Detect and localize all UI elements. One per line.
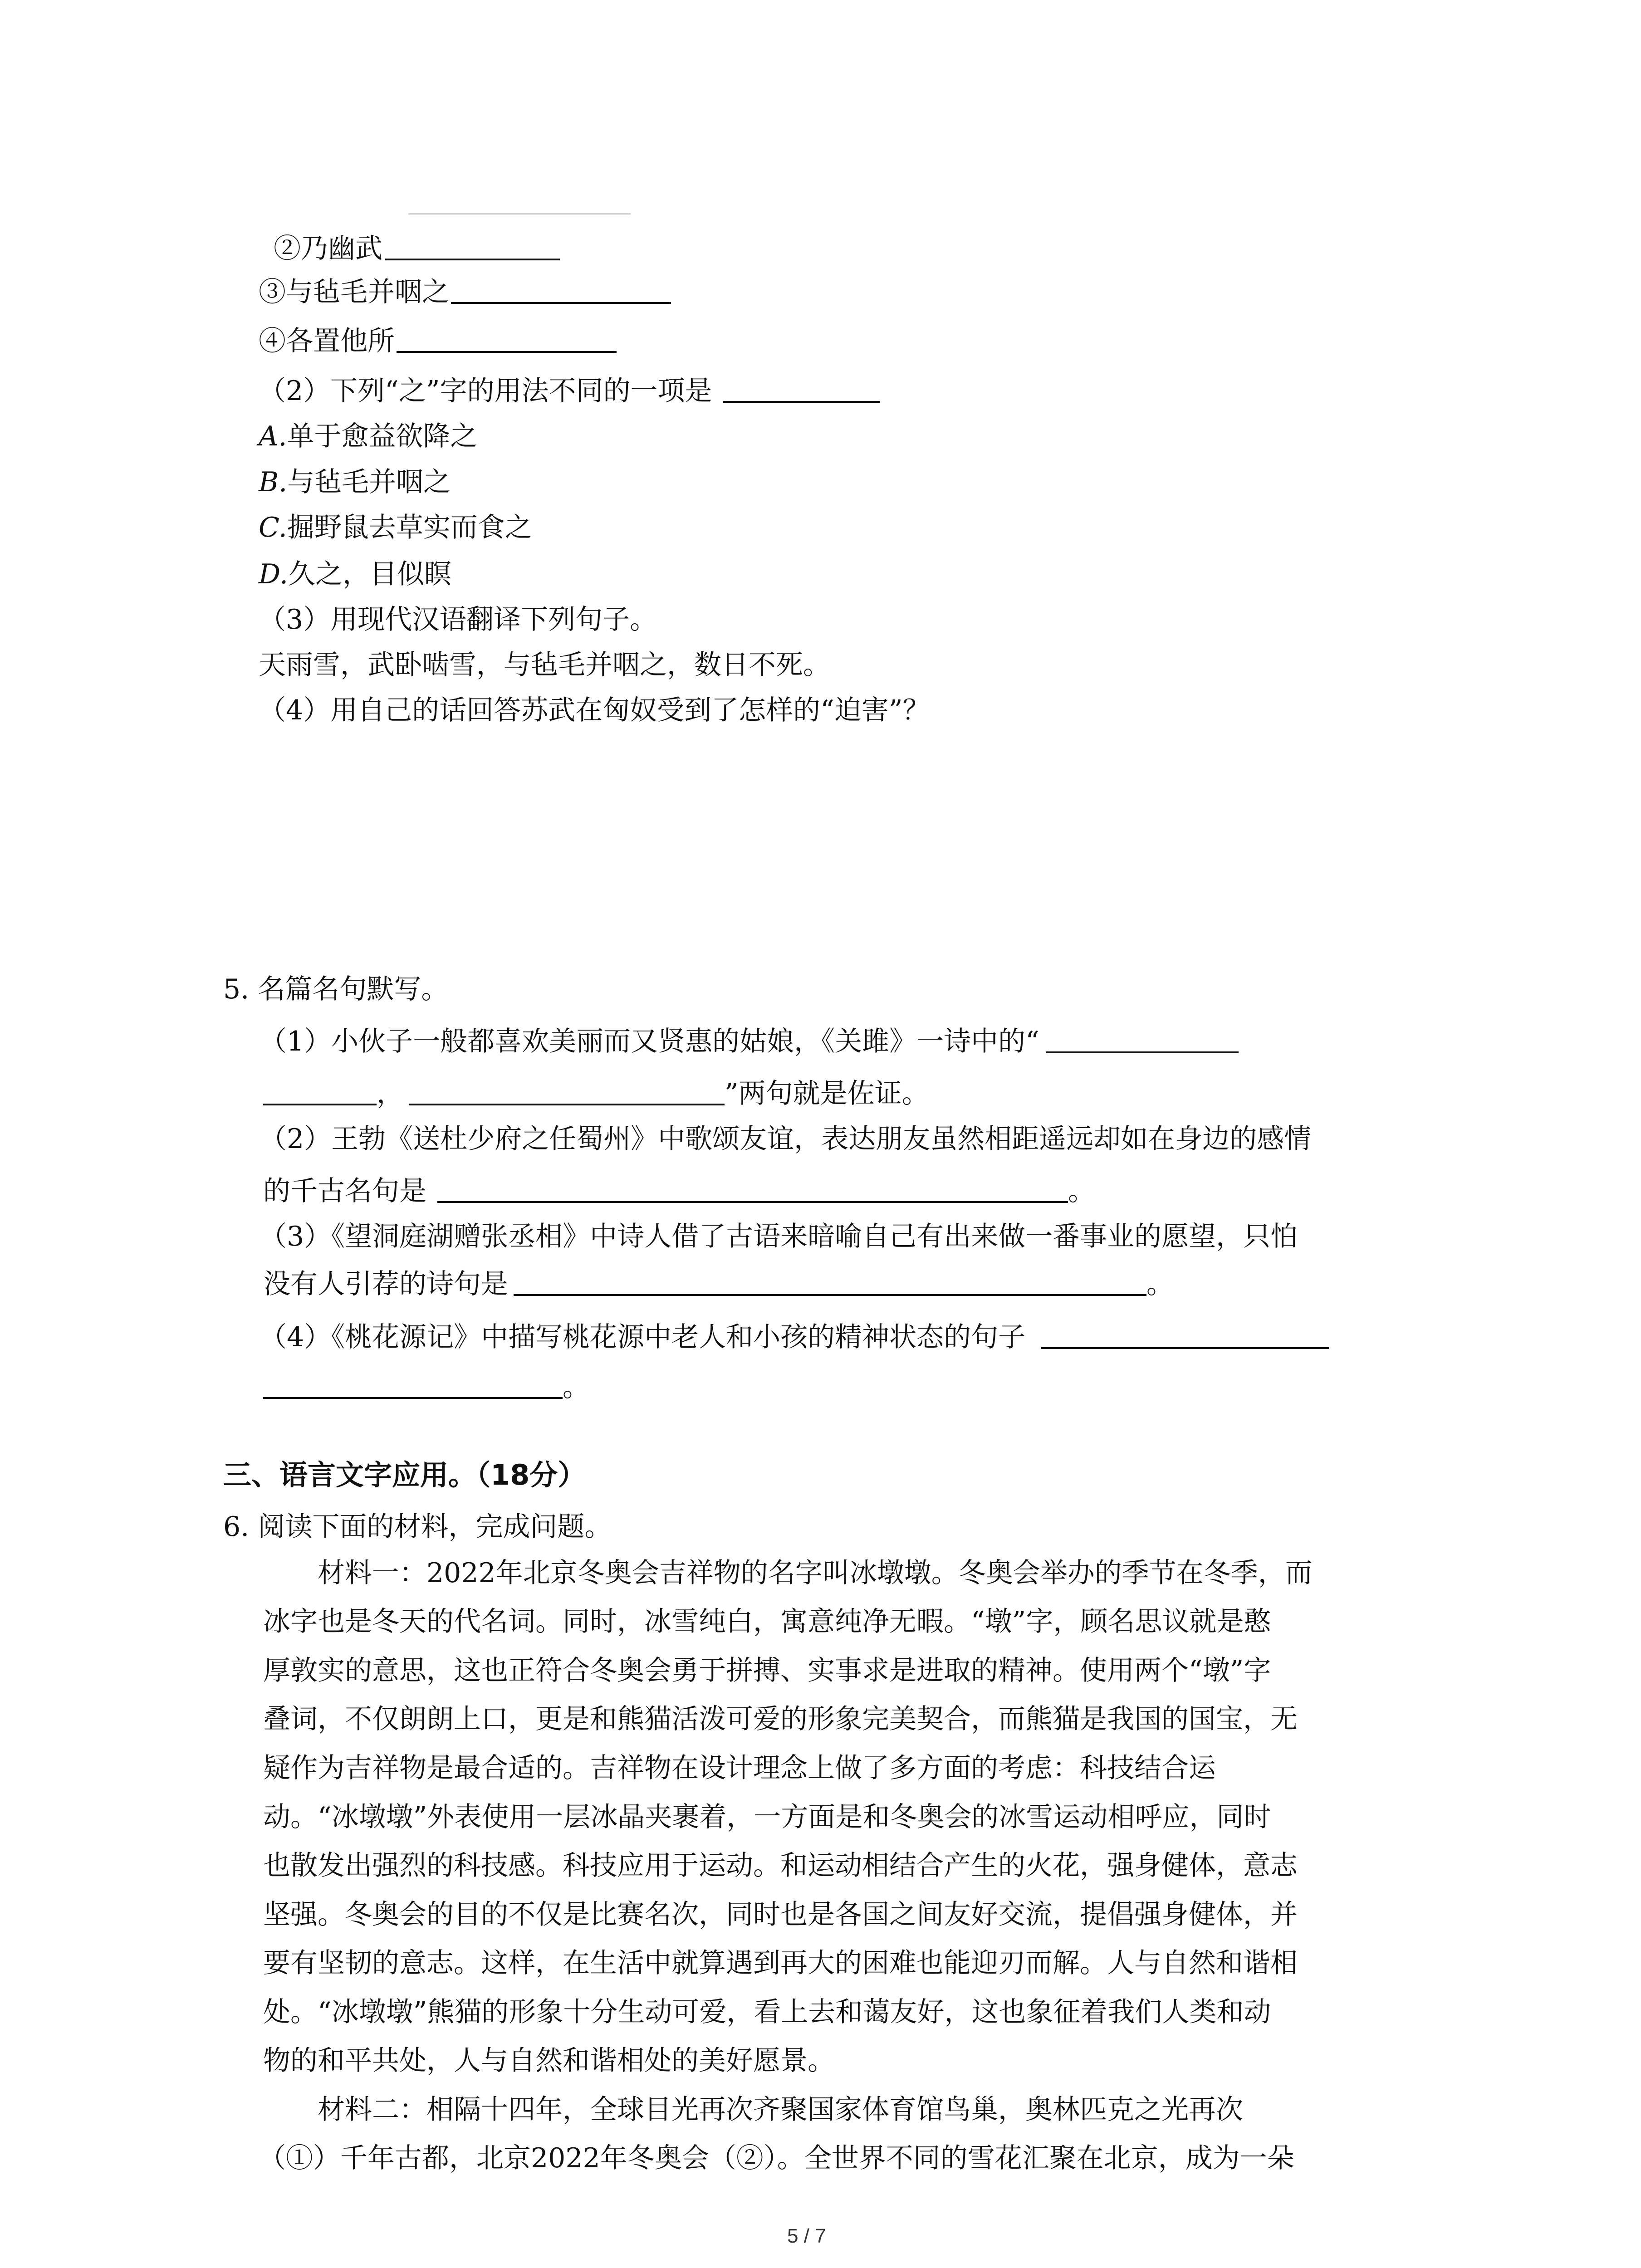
q5-s1-line2 <box>263 1077 929 1110</box>
q5-s2-line2 <box>263 1175 1095 1207</box>
q4-item-3-text: ③与毡毛并咽之 <box>259 276 449 308</box>
option-c-text: 掘野鼠去草实而食之 <box>287 512 532 543</box>
m1-line-7: 也散发出强烈的科技感。科技应用于运动。和运动相结合产生的火花，强身健体，意志 <box>263 1850 1298 1882</box>
q5-s1-tail: ”两句就是佐证。 <box>725 1078 929 1110</box>
option-c <box>259 511 532 544</box>
option-a-text: 单于愈益欲降之 <box>287 420 478 452</box>
m1-line-8: 坚强。冬奥会的目的不仅是比赛名次，同时也是各国之间友好交流，提倡强身健体，并 <box>263 1899 1298 1931</box>
q5-s4-period: 。 <box>563 1371 590 1403</box>
answer-blank <box>723 376 880 403</box>
q5-s4-line2 <box>263 1371 590 1403</box>
m1-line-11: 物的和平共处，人与自然和谐相处的美好愿景。 <box>263 2045 835 2077</box>
answer-blank <box>1046 1026 1239 1053</box>
page-number: 5 / 7 <box>787 2225 826 2247</box>
q4-sub2-prompt <box>259 375 880 407</box>
q4-item-2-text: ②乃幽武 <box>274 233 382 264</box>
m1-line-3: 厚敦实的意思，这也正符合冬奥会勇于拼搏、实事求是进取的精神。使用两个“墩”字 <box>263 1655 1271 1686</box>
m1-line-9: 要有坚韧的意志。这样，在生活中就算遇到再大的困难也能迎刃而解。人与自然和谐相 <box>263 1947 1298 1979</box>
answer-blank <box>1041 1322 1329 1349</box>
answer-blank <box>409 1078 725 1105</box>
q5-s1-line1 <box>260 1025 1239 1058</box>
m1-line-2: 冰字也是冬天的代名词。同时，冰雪纯白，寓意纯净无暇。“墩”字，顾名思议就是憨 <box>263 1606 1271 1637</box>
q4-sub3-sentence: 天雨雪，武卧啮雪，与毡毛并咽之，数日不死。 <box>259 649 830 681</box>
option-c-letter: C. <box>259 512 287 543</box>
option-b-letter: B. <box>259 466 288 498</box>
option-b <box>259 466 451 499</box>
m1-line-5: 疑作为吉祥物是最合适的。吉祥物在设计理念上做了多方面的考虑：科技结合运 <box>263 1752 1216 1784</box>
answer-blank <box>385 233 560 260</box>
answer-blank <box>397 326 617 353</box>
q4-sub2-text: （2）下列“之”字的用法不同的一项是 <box>259 375 712 407</box>
answer-blank <box>263 1372 563 1399</box>
m1-line-4: 叠词，不仅朗朗上口，更是和熊猫活泼可爱的形象完美契合，而熊猫是我国的国宝，无 <box>263 1703 1298 1735</box>
q4-item-2 <box>274 232 560 265</box>
answer-blank <box>451 277 671 304</box>
q5-s3-period: 。 <box>1146 1268 1174 1300</box>
q5-s1-text: （1）小伙子一般都喜欢美丽而又贤惠的姑娘，《关雎》一诗中的“ <box>260 1026 1039 1057</box>
q5-s3-line1: （3）《望洞庭湖赠张丞相》中诗人借了古语来暗喻自己有出来做一番事业的愿望，只怕 <box>260 1221 1298 1252</box>
q5-title: 5. 名篇名句默写。 <box>223 973 449 1005</box>
option-d-text: 久之，目似瞑 <box>288 558 452 590</box>
answer-blank <box>263 1078 377 1105</box>
m2-line-2: （①）千年古都，北京2022年冬奥会（②）。全世界不同的雪花汇聚在北京，成为一朵 <box>259 2142 1294 2174</box>
q5-s2-line1: （2）王勃《送杜少府之任蜀州》中歌颂友谊，表达朋友虽然相距遥远却如在身边的感情 <box>260 1123 1312 1155</box>
section-3-title: 三、语言文字应用。（18分） <box>223 1458 586 1491</box>
q5-s4-text: （4）《桃花源记》中描写桃花源中老人和小孩的精神状态的句子 <box>260 1321 1026 1353</box>
top-divider <box>408 213 631 215</box>
q4-sub4-prompt: （4）用自己的话回答苏武在匈奴受到了怎样的“迫害”？ <box>259 694 930 726</box>
q4-item-4 <box>259 325 617 357</box>
q5-s2-text: 的千古名句是 <box>263 1175 426 1207</box>
option-a-letter: A. <box>259 420 287 452</box>
q5-s1-comma: ， <box>377 1078 404 1110</box>
answer-blank <box>514 1269 1146 1296</box>
q4-item-4-text: ④各置他所 <box>259 325 395 357</box>
q6-title: 6. 阅读下面的材料，完成问题。 <box>223 1511 612 1543</box>
q5-s4-line1 <box>260 1321 1329 1354</box>
answer-blank <box>437 1176 1068 1203</box>
m2-line-1: 材料二：相隔十四年，全球目光再次齐聚国家体育馆鸟巢，奥林匹克之光再次 <box>318 2094 1243 2126</box>
q4-sub3-prompt: （3）用现代汉语翻译下列句子。 <box>259 604 657 635</box>
q5-s2-period: 。 <box>1068 1175 1095 1207</box>
m1-line-10: 处。“冰墩墩”熊猫的形象十分生动可爱，看上去和蔼友好，这也象征着我们人类和动 <box>263 1996 1271 2028</box>
option-d-letter: D. <box>259 558 289 590</box>
option-d <box>259 558 451 591</box>
option-a <box>259 420 477 453</box>
m1-line-6: 动。“冰墩墩”外表使用一层冰晶夹裹着，一方面是和冬奥会的冰雪运动相呼应，同时 <box>263 1801 1271 1833</box>
q4-item-3 <box>259 276 671 308</box>
q5-s3-line2 <box>263 1268 1174 1300</box>
q5-s3-text: 没有人引荐的诗句是 <box>263 1268 508 1300</box>
option-b-text: 与毡毛并咽之 <box>287 466 451 498</box>
m1-line-1: 材料一：2022年北京冬奥会吉祥物的名字叫冰墩墩。冬奥会举办的季节在冬季，而 <box>318 1557 1313 1589</box>
